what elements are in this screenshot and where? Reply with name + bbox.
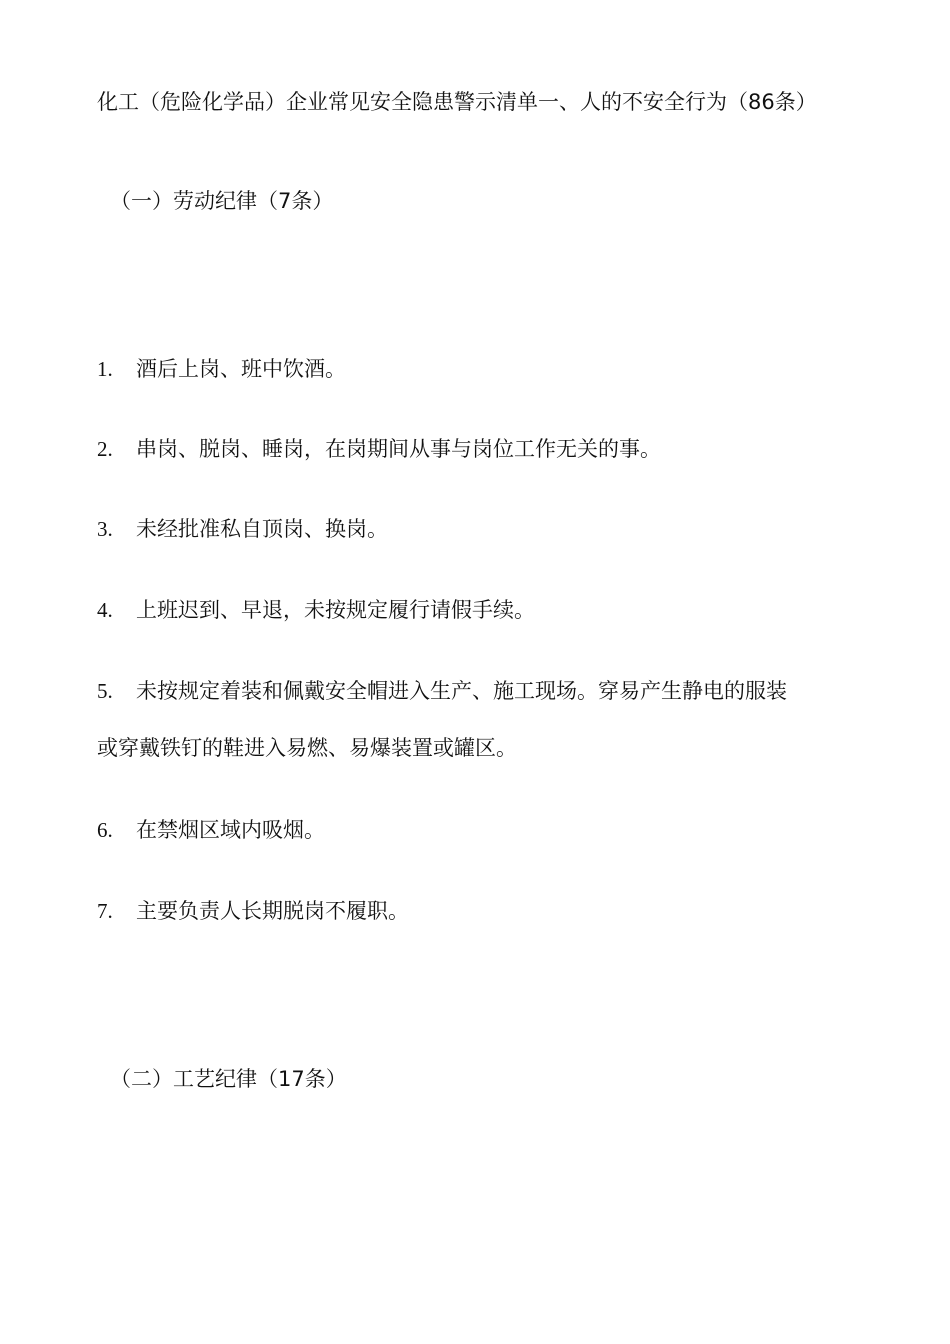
item-text: 未经批准私自顶岗、换岗。 bbox=[136, 517, 388, 541]
item-number: 5. bbox=[97, 679, 113, 703]
document-title: 化工（危险化学品）企业常见安全隐患警示清单一、人的不安全行为（86条） bbox=[97, 90, 817, 114]
item-number: 7. bbox=[97, 899, 113, 923]
item-number: 2. bbox=[97, 437, 113, 461]
list-item bbox=[97, 355, 842, 383]
list-item bbox=[97, 677, 842, 760]
item-text: 酒后上岗、班中饮酒。 bbox=[136, 357, 346, 381]
item-number: 4. bbox=[97, 598, 113, 622]
list-item bbox=[97, 897, 842, 925]
section-heading-process-discipline: （二）工艺纪律（17条） bbox=[110, 1067, 347, 1091]
list-item bbox=[97, 515, 842, 543]
list-item bbox=[97, 596, 842, 624]
item-number: 1. bbox=[97, 357, 113, 381]
item-text: 主要负责人长期脱岗不履职。 bbox=[136, 899, 409, 923]
item-text: 在禁烟区域内吸烟。 bbox=[136, 818, 325, 842]
list-item bbox=[97, 816, 842, 844]
item-text-continuation: 或穿戴铁钉的鞋进入易燃、易爆装置或罐区。 bbox=[97, 736, 517, 760]
item-text: 上班迟到、早退，未按规定履行请假手续。 bbox=[136, 598, 535, 622]
item-number: 6. bbox=[97, 818, 113, 842]
item-text: 未按规定着装和佩戴安全帽进入生产、施工现场。穿易产生静电的服装 bbox=[136, 679, 787, 703]
section-heading-labor-discipline: （一）劳动纪律（7条） bbox=[110, 189, 334, 213]
item-text: 串岗、脱岗、睡岗，在岗期间从事与岗位工作无关的事。 bbox=[136, 437, 661, 461]
item-number: 3. bbox=[97, 517, 113, 541]
list-item bbox=[97, 435, 842, 463]
